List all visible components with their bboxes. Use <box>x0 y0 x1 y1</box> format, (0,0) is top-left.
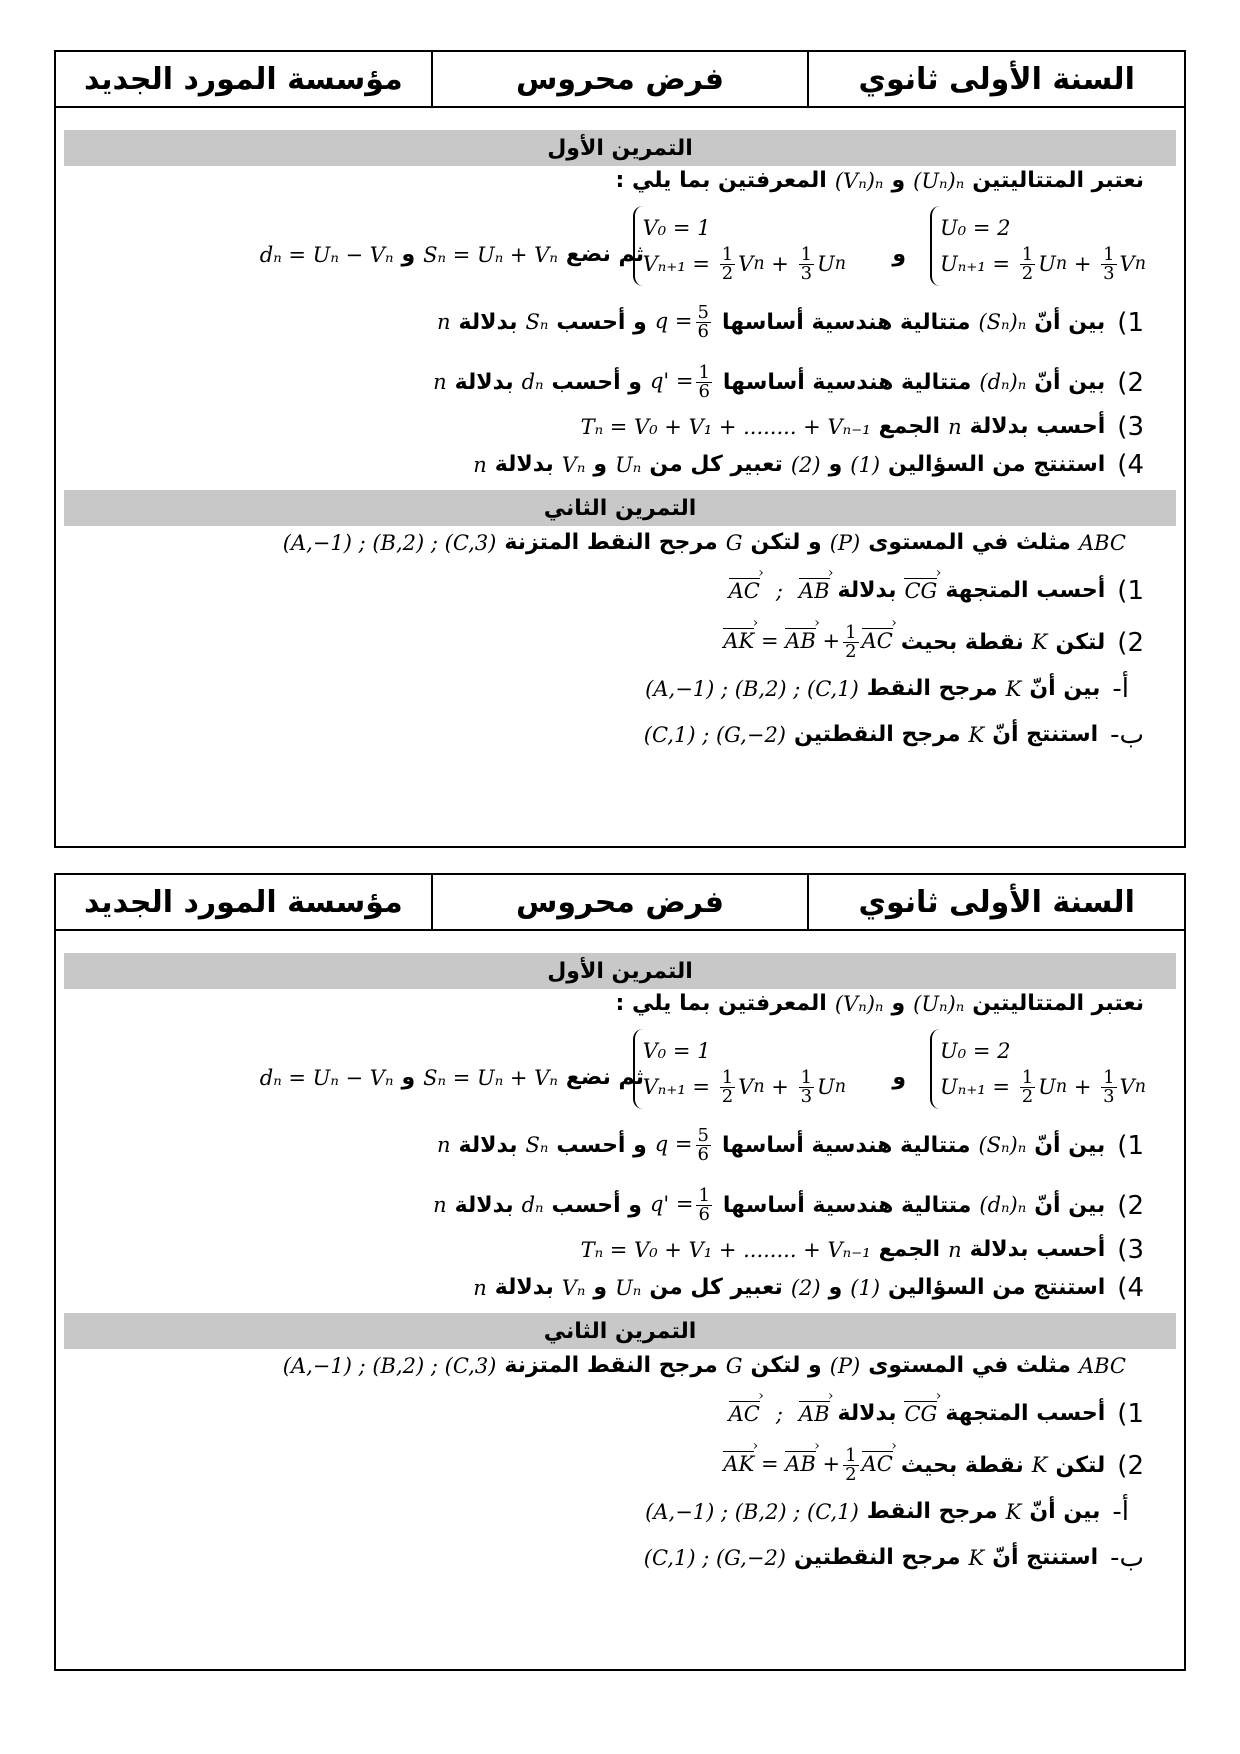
q2-number: 2) <box>1117 627 1144 658</box>
qa-label: أ- <box>1112 1497 1129 1527</box>
q1-ratio <box>655 304 714 341</box>
qa-k: K <box>1005 1499 1022 1524</box>
q1-n: n <box>437 310 451 334</box>
qa-points: (A,−1) ; (B,2) ; (C,1) <box>645 676 859 701</box>
q1-seq: (Sₙ)ₙ <box>978 310 1027 334</box>
vector-cg: CG › <box>904 1404 937 1425</box>
q2-frac-bot: 6 <box>698 381 710 402</box>
intro-text: نعتبر المتتاليتين <box>972 168 1144 193</box>
vector-ab-2: AB › <box>785 1454 816 1475</box>
ex2-q1 <box>721 578 1144 604</box>
q3-b: الجمع <box>878 414 941 439</box>
q2-b: متتالية هندسية أساسها <box>722 1192 972 1218</box>
exam-sheet-1 <box>54 50 1186 848</box>
q3-n: n <box>948 1237 962 1262</box>
u-rec-line: Uₙ₊₁ = $\frac{1}{2}$ U n + $\frac{1}{3}$ V n <box>940 243 1146 284</box>
q4-c: بدلالة <box>494 452 554 477</box>
exercise-2-body <box>56 1349 1184 1599</box>
level-cell: السنة الأولى ثانوي <box>807 875 1184 929</box>
q1-frac-bot: 6 <box>697 1144 709 1165</box>
vector-ab: AB › <box>799 1404 830 1425</box>
ex1-q2 <box>425 1187 1144 1224</box>
header-table <box>56 875 1184 931</box>
ex1-q1 <box>429 1127 1144 1164</box>
system-v <box>633 206 854 286</box>
q2-frac-top: 1 <box>698 1185 710 1206</box>
qb-points: (C,1) ; (G,−2) <box>643 1545 786 1570</box>
ex2-q1 <box>721 1401 1144 1427</box>
point-g: G <box>725 530 743 555</box>
vector-ab: AB › <box>799 581 830 602</box>
vector-cg: CG › <box>904 581 937 602</box>
q2-vector-equation <box>723 1447 892 1484</box>
q1-frac-bot: 6 <box>697 321 709 342</box>
qb-k: K <box>968 1545 985 1570</box>
q4-v: Vₙ <box>561 1275 586 1300</box>
q2-ratio <box>650 1187 715 1224</box>
def-and: و <box>401 1065 416 1090</box>
q2-term: dₙ <box>521 370 544 394</box>
weighted-points: (A,−1) ; (B,2) ; (C,3) <box>282 1353 497 1378</box>
q2-frac-bot: 2 <box>845 1464 857 1485</box>
intro-end: المعرفتين بما يلي : <box>615 991 827 1016</box>
intro-a: مثلث في المستوى <box>868 530 1071 555</box>
q4-n: n <box>473 1275 487 1300</box>
q4-u: Uₙ <box>615 452 642 477</box>
system-and: و <box>892 242 906 267</box>
ex1-intro <box>615 993 1144 1015</box>
ex1-q4 <box>465 1275 1144 1301</box>
u-rec-line: Uₙ₊₁ = $\frac{1}{2}$ U n + $\frac{1}{3}$ V n <box>940 1066 1146 1107</box>
exercise-2-title: التمرين الثاني <box>64 1313 1176 1349</box>
q1-frac-top: 5 <box>697 302 709 323</box>
q1-a: أحسب المتجهة <box>945 578 1106 603</box>
q4-number: 4) <box>1117 450 1144 480</box>
definitions <box>252 244 644 266</box>
v-rec-lhs: Vₙ₊₁ = <box>642 252 711 276</box>
q1-sep: ; <box>775 578 783 603</box>
exercise-1-body <box>56 166 1184 480</box>
q3-n: n <box>948 414 962 439</box>
q4-a: استنتج من السؤالين <box>888 1275 1106 1300</box>
q1-seq: (Sₙ)ₙ <box>978 1133 1027 1157</box>
v0-line: V₀ = 1 <box>642 1039 711 1063</box>
q2-frac-bot: 2 <box>845 641 857 662</box>
q4-a: استنتج من السؤالين <box>888 452 1106 477</box>
q4-and: و <box>828 452 843 477</box>
q1-a: أحسب المتجهة <box>945 1401 1106 1426</box>
seq-v: (Vₙ)ₙ <box>834 168 884 193</box>
qa-label: أ- <box>1112 674 1129 704</box>
q2-b: نقطة بحيث <box>900 1452 1024 1478</box>
q1-frac-top: 5 <box>697 1125 709 1146</box>
plane-p: (P) <box>829 1353 861 1378</box>
vector-ac-2: AC › <box>862 631 893 652</box>
ex2-q2 <box>715 624 1144 661</box>
vector-ab-2: AB › <box>785 631 816 652</box>
vector-ak: AK › <box>723 631 754 652</box>
v-rec-line: Vₙ₊₁ = $\frac{1}{2}$ V n + $\frac{1}{3}$ U n <box>642 243 846 284</box>
exercise-1-body <box>56 989 1184 1303</box>
level-cell: السنة الأولى ثانوي <box>807 52 1184 106</box>
qa-b: مرجح النقط <box>866 676 998 701</box>
point-k: K <box>1031 630 1048 654</box>
q2-vector-equation <box>723 624 892 661</box>
seq-u: (Uₙ)ₙ <box>913 168 965 193</box>
u0-line: U₀ = 2 <box>940 1039 1011 1063</box>
qb-points: (C,1) ; (G,−2) <box>643 722 786 747</box>
q1-term: Sₙ <box>525 1133 549 1157</box>
ex2-intro <box>275 532 1134 554</box>
ex2-qa <box>637 676 1129 702</box>
intro-a: مثلث في المستوى <box>868 1353 1071 1378</box>
q4-and: و <box>828 1275 843 1300</box>
seq-v: (Vₙ)ₙ <box>834 991 884 1016</box>
q3-number: 3) <box>1117 412 1144 442</box>
q2-a: لتكن <box>1055 629 1106 655</box>
q4-ref2: (2) <box>790 452 821 477</box>
q3-a: أحسب بدلالة <box>969 414 1106 439</box>
definitions <box>252 1067 644 1089</box>
q4-u: Uₙ <box>615 1275 642 1300</box>
q4-b: تعبير كل من <box>649 1275 783 1300</box>
ex1-q3 <box>573 1237 1144 1263</box>
ex2-intro <box>275 1355 1134 1377</box>
qa-b: مرجح النقط <box>866 1499 998 1524</box>
q2-a: بين أنّ <box>1034 1192 1106 1218</box>
seq-u: (Uₙ)ₙ <box>913 991 965 1016</box>
intro-c: مرجح النقط المتزنة <box>504 1353 718 1378</box>
system-and: و <box>892 1065 906 1090</box>
ex2-qb <box>636 1545 1144 1571</box>
q1-b: بدلالة <box>837 1401 897 1426</box>
q2-q: q' = <box>649 1192 694 1216</box>
q1-c: و أحسب <box>556 309 647 335</box>
q2-frac-top: 1 <box>845 622 857 643</box>
q3-b: الجمع <box>878 1237 941 1262</box>
q1-q: q = <box>654 309 693 333</box>
q4-n: n <box>473 452 487 477</box>
q2-number: 2) <box>1117 367 1144 398</box>
exercise-1-title: التمرين الأول <box>64 953 1176 989</box>
q2-c: و أحسب <box>551 1192 642 1218</box>
def-s: Sₙ = Uₙ + Vₙ <box>423 1065 558 1090</box>
q2-ratio <box>650 364 715 401</box>
ex1-q2 <box>425 364 1144 401</box>
vector-ak: AK › <box>723 1454 754 1475</box>
ex2-q2 <box>715 1447 1144 1484</box>
def-d: dₙ = Uₙ − Vₙ <box>259 242 394 267</box>
q4-v: Vₙ <box>561 452 586 477</box>
u-rec-lhs: Uₙ₊₁ = <box>940 1075 1011 1099</box>
q4-ref1: (1) <box>850 1275 881 1300</box>
qb-a: استنتج أنّ <box>992 1545 1099 1570</box>
q3-sum: Tₙ = V₀ + V₁ + ........ + Vₙ₋₁ <box>580 1237 871 1262</box>
def-d: dₙ = Uₙ − Vₙ <box>259 1065 394 1090</box>
q2-a: بين أنّ <box>1034 369 1106 395</box>
q2-a: لتكن <box>1055 1452 1106 1478</box>
qb-b: مرجح النقطتين <box>794 1545 961 1570</box>
q2-number: 2) <box>1117 1190 1144 1221</box>
school-cell: مؤسسة المورد الجديد <box>83 61 403 97</box>
exercise-2-title: التمرين الثاني <box>64 490 1176 526</box>
q2-number: 2) <box>1117 1450 1144 1481</box>
q2-d: بدلالة <box>454 1192 514 1218</box>
q2-eq: = <box>760 629 779 653</box>
exam-type-cell: فرض محروس <box>431 875 808 929</box>
q4-b: تعبير كل من <box>649 452 783 477</box>
ex1-intro <box>615 170 1144 192</box>
q1-number: 1) <box>1117 1130 1144 1161</box>
qa-a: بين أنّ <box>1029 1499 1101 1524</box>
triangle-abc: ABC <box>1078 1353 1126 1378</box>
qa-a: بين أنّ <box>1029 676 1101 701</box>
q2-n: n <box>433 370 447 394</box>
q1-n: n <box>437 1133 451 1157</box>
q1-a: بين أنّ <box>1034 309 1106 335</box>
q2-plus: + <box>822 1452 841 1476</box>
ex1-q1 <box>429 304 1144 341</box>
ex2-qb <box>636 722 1144 748</box>
v-rec-line: Vₙ₊₁ = $\frac{1}{2}$ V n + $\frac{1}{3}$ U n <box>642 1066 846 1107</box>
q4-ref1: (1) <box>850 452 881 477</box>
q2-d: بدلالة <box>454 369 514 395</box>
system-u <box>930 206 1154 286</box>
qb-label: ب- <box>1110 720 1144 750</box>
intro-and: و <box>891 991 906 1016</box>
weighted-points: (A,−1) ; (B,2) ; (C,3) <box>282 530 497 555</box>
q1-number: 1) <box>1117 1399 1144 1429</box>
point-g: G <box>725 1353 743 1378</box>
q1-q: q = <box>654 1132 693 1156</box>
q1-d: بدلالة <box>458 1132 518 1158</box>
intro-end: المعرفتين بما يلي : <box>615 168 827 193</box>
v0-line: V₀ = 1 <box>642 216 711 240</box>
q2-eq: = <box>760 1452 779 1476</box>
q2-q: q' = <box>649 369 694 393</box>
then-text: ثم نضع <box>565 242 644 267</box>
exercise-2-body <box>56 526 1184 776</box>
q1-b: بدلالة <box>837 578 897 603</box>
q1-c: و أحسب <box>556 1132 647 1158</box>
intro-and: و <box>891 168 906 193</box>
qb-a: استنتج أنّ <box>992 722 1099 747</box>
q1-number: 1) <box>1117 307 1144 338</box>
q1-ratio <box>655 1127 714 1164</box>
q1-b: متتالية هندسية أساسها <box>721 1132 971 1158</box>
vector-ac: AC › <box>729 1404 760 1425</box>
q1-term: Sₙ <box>525 310 549 334</box>
q2-b: متتالية هندسية أساسها <box>722 369 972 395</box>
q2-plus: + <box>822 629 841 653</box>
exam-sheet-2 <box>54 873 1186 1671</box>
q1-sep: ; <box>775 1401 783 1426</box>
intro-b: و لتكن <box>750 1353 822 1378</box>
def-s: Sₙ = Uₙ + Vₙ <box>423 242 558 267</box>
system-v <box>633 1029 854 1109</box>
q3-a: أحسب بدلالة <box>969 1237 1106 1262</box>
point-k: K <box>1031 1453 1048 1477</box>
q2-seq: (dₙ)ₙ <box>979 1193 1027 1217</box>
ex1-q4 <box>465 452 1144 478</box>
q2-frac-top: 1 <box>845 1445 857 1466</box>
system-u <box>930 1029 1154 1109</box>
q4-c: بدلالة <box>494 1275 554 1300</box>
q2-n: n <box>433 1193 447 1217</box>
q2-seq: (dₙ)ₙ <box>979 370 1027 394</box>
exam-type-cell: فرض محروس <box>431 52 808 106</box>
qb-label: ب- <box>1110 1543 1144 1573</box>
ex2-qa <box>637 1499 1129 1525</box>
q2-c: و أحسب <box>551 369 642 395</box>
q2-frac-top: 1 <box>698 362 710 383</box>
q2-frac-bot: 6 <box>698 1204 710 1225</box>
def-and: و <box>401 242 416 267</box>
vector-ac-2: AC › <box>862 1454 893 1475</box>
then-text: ثم نضع <box>565 1065 644 1090</box>
q4-and2: و <box>593 1275 608 1300</box>
triangle-abc: ABC <box>1078 530 1126 555</box>
q4-and2: و <box>593 452 608 477</box>
q1-a: بين أنّ <box>1034 1132 1106 1158</box>
v-rec-lhs: Vₙ₊₁ = <box>642 1075 711 1099</box>
qa-points: (A,−1) ; (B,2) ; (C,1) <box>645 1499 859 1524</box>
header-table <box>56 52 1184 108</box>
u-rec-lhs: Uₙ₊₁ = <box>940 252 1011 276</box>
intro-b: و لتكن <box>750 530 822 555</box>
q3-sum: Tₙ = V₀ + V₁ + ........ + Vₙ₋₁ <box>580 414 871 439</box>
qa-k: K <box>1005 676 1022 701</box>
q1-number: 1) <box>1117 576 1144 606</box>
q4-ref2: (2) <box>790 1275 821 1300</box>
q2-term: dₙ <box>521 1193 544 1217</box>
qb-b: مرجح النقطتين <box>794 722 961 747</box>
school-cell: مؤسسة المورد الجديد <box>83 884 403 920</box>
vector-ac: AC › <box>729 581 760 602</box>
q1-b: متتالية هندسية أساسها <box>721 309 971 335</box>
q2-b: نقطة بحيث <box>900 629 1024 655</box>
u0-line: U₀ = 2 <box>940 216 1011 240</box>
ex1-q3 <box>573 414 1144 440</box>
exercise-1-title: التمرين الأول <box>64 130 1176 166</box>
q4-number: 4) <box>1117 1273 1144 1303</box>
plane-p: (P) <box>829 530 861 555</box>
qb-k: K <box>968 722 985 747</box>
q1-d: بدلالة <box>458 309 518 335</box>
intro-c: مرجح النقط المتزنة <box>504 530 718 555</box>
intro-text: نعتبر المتتاليتين <box>972 991 1144 1016</box>
q3-number: 3) <box>1117 1235 1144 1265</box>
